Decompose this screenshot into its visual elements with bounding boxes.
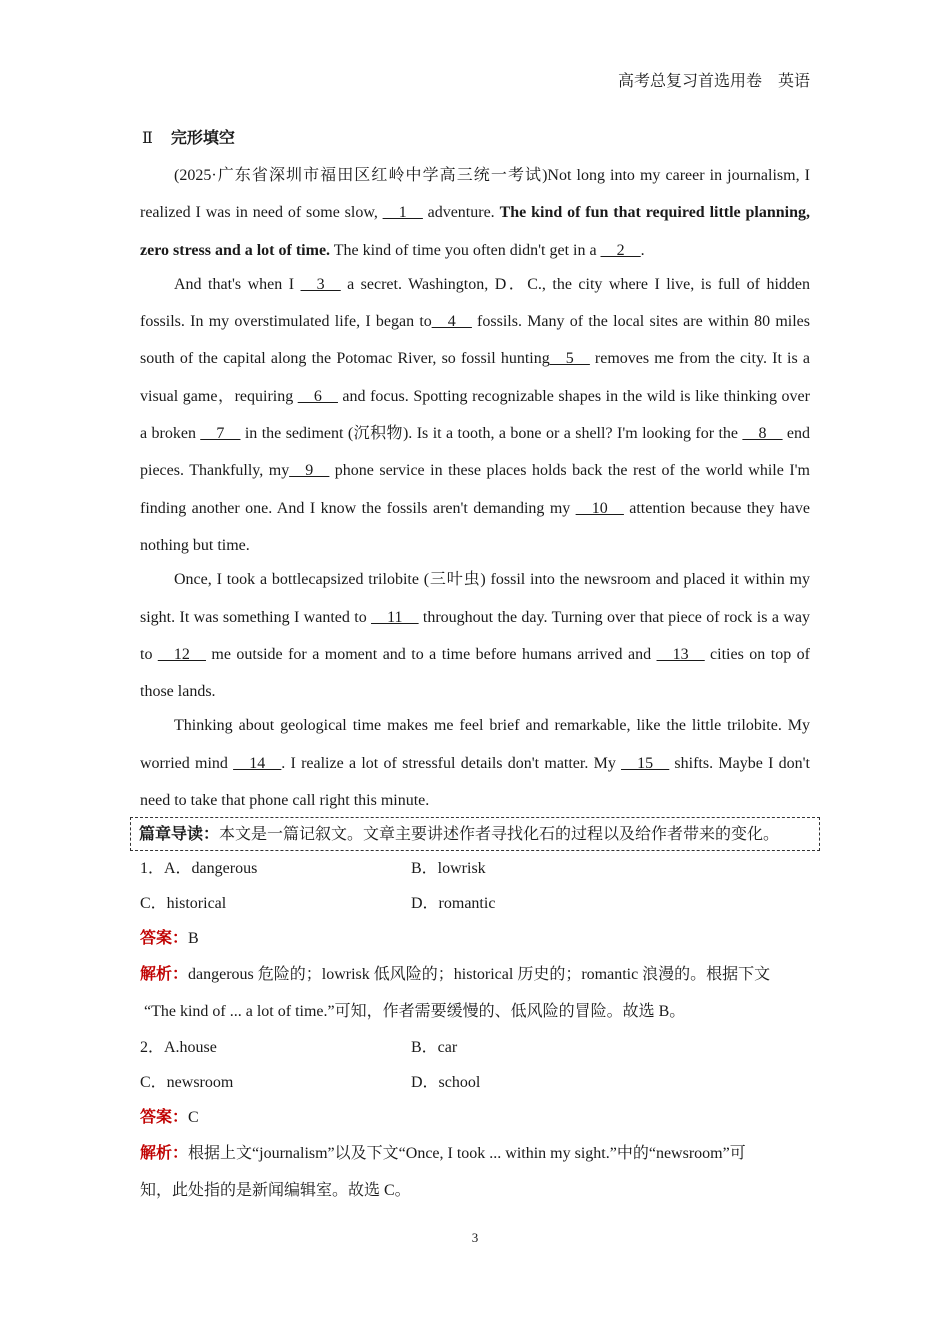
passage-paragraph-4: Thinking about geological time makes me feel brief and remarkable, like the little trilobite. My worried mind __14__. I realize a lot of stressful details don't matter. My __15__ shifts. Maybe I don't need to take that phone call right this minute.: [140, 717, 810, 810]
section-title: 完形填空: [170, 130, 235, 147]
source-note: (2025·广东省深圳市福田区红岭中学高三统一考试): [174, 167, 548, 184]
bold-sentence: The kind of fun that required little planning, zero stress and a lot of time.: [140, 204, 811, 259]
q1-option-c: C．historical: [140, 895, 227, 913]
answer-value: C: [188, 1109, 199, 1127]
section-number: Ⅱ: [142, 130, 153, 147]
q2-option-d: D．school: [411, 1074, 481, 1092]
blank-15: __15__: [621, 754, 670, 772]
passage-paragraph-1: (2025·广东省深圳市福田区红岭中学高三统一考试)Not long into my career in journalism, I realized I was in need of some slow, __1__ adventure. The kind of fun that required little planning, zero stress and a lot of time. The kind of time you often didn't get in a __2__.: [140, 167, 811, 259]
answer-label: 答案：: [140, 930, 189, 948]
q1-explanation: 解析：dangerous 危险的；lowrisk 低风险的；historical 历史的；romantic 浪漫的。根据下文 “The kind of ... a lot of time.”可知，作者需要缓慢的、低风险的冒险。故选 B。: [140, 966, 771, 1021]
q2-option-a: 2．A.house: [140, 1039, 217, 1057]
passage-paragraph-2: And that's when I __3__ a secret. Washington, D．C., the city where I live, is full of hidden fossils. In my overstimulated life, I began to__4__ fossils. Many of the local sites are within 80 miles south of the capital along the Potomac River, so fossil hunting__5__ removes me from the city. It is a visual game，requiring __6__ and focus. Spotting recognizable shapes in the wild is like thinking over a broken __7__ in the sediment (沉积物). Is it a tooth, a bone or a shell? I'm looking for the __8__ end pieces. Thankfully, my__9__ phone service in these places holds back the rest of the world while I'm finding another one. And I know the fossils aren't demanding my __10__ attention because they have nothing but time.: [140, 275, 811, 554]
q1-option-a: 1．A．dangerous: [140, 860, 258, 878]
blank-1: __1__: [382, 204, 423, 222]
reading-guide-text: 本文是一篇记叙文。文章主要讲述作者寻找化石的过程以及给作者带来的变化。: [219, 826, 780, 844]
document-body: [140, 124, 810, 1209]
question-1-options-row-2: [140, 886, 810, 921]
reading-guide-box: [130, 817, 820, 851]
blank-10: __10__: [575, 499, 624, 517]
blank-4: __4__: [431, 313, 472, 331]
blank-3: __3__: [300, 275, 341, 293]
q2-explanation: 解析：根据上文“journalism”以及下文“Once, I took ... within my sight.”中的“newsroom”可 知，此处指的是新闻编辑室。故选 C。: [140, 1145, 746, 1200]
q1-option-d: D．romantic: [411, 895, 496, 913]
blank-2: __2__: [600, 241, 641, 259]
question-1-options-row-1: [140, 851, 810, 886]
section-heading: [140, 124, 810, 154]
q1-option-b: B．lowrisk: [411, 860, 486, 878]
question-2-options-row-1: [140, 1030, 810, 1065]
blank-11: __11__: [371, 608, 419, 626]
blank-14: __14__: [233, 754, 282, 772]
q2-answer: [140, 1100, 810, 1135]
explanation-label: 解析：: [140, 1145, 189, 1163]
question-2-options-row-2: [140, 1065, 810, 1100]
answer-label: 答案：: [140, 1109, 189, 1127]
explanation-label: 解析：: [140, 966, 189, 984]
reading-guide-label: 篇章导读：: [139, 826, 220, 844]
answer-value: B: [188, 930, 199, 948]
blank-9: __9__: [289, 462, 330, 480]
page-header: 高考总复习首选用卷 英语: [617, 73, 810, 90]
blank-5: __5__: [549, 350, 590, 368]
q2-option-b: B．car: [411, 1039, 458, 1057]
blank-6: __6__: [297, 387, 338, 405]
q2-option-c: C．newsroom: [140, 1074, 234, 1092]
blank-7: __7__: [200, 425, 241, 443]
blank-13: __13__: [656, 645, 705, 663]
blank-8: __8__: [742, 425, 783, 443]
blank-12: __12__: [157, 645, 206, 663]
q1-answer: [140, 921, 810, 956]
passage-paragraph-3: Once, I took a bottlecapsized trilobite (三叶虫) fossil into the newsroom and placed it within my sight. It was something I wanted to __11__ throughout the day. Turning over that piece of rock is a way to __12__ me outside for a moment and to a time before humans arrived and __13__ cities on top of those lands.: [140, 571, 810, 701]
page-number: 3: [471, 1230, 479, 1245]
